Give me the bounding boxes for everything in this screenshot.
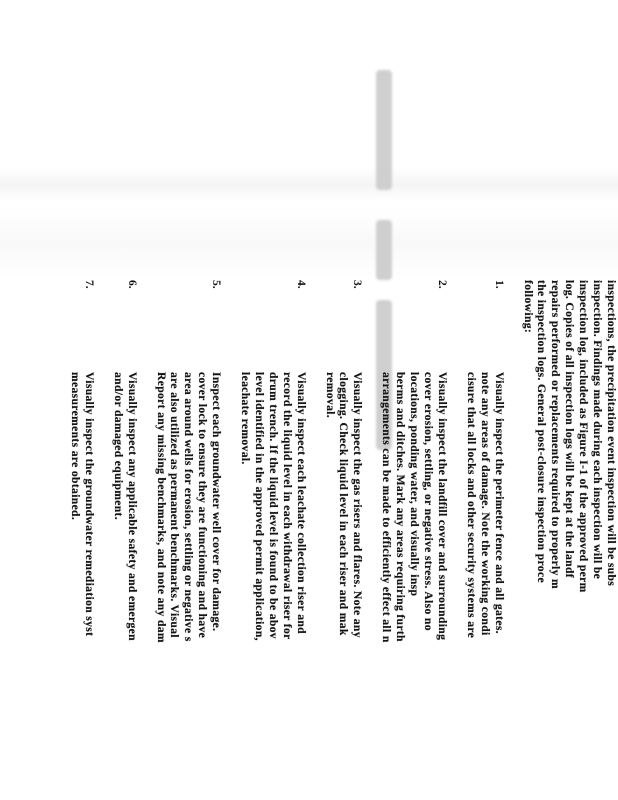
list-item-text <box>379 372 449 800</box>
text-line: and/or damaged equipment. <box>111 372 125 521</box>
text-line: area around wells for erosion, settling or negative s <box>182 372 196 642</box>
text-line: level identified in the approved permit application, <box>252 372 266 641</box>
text-line: Visually inspect the groundwater remediation syst <box>82 372 96 637</box>
list-item-text <box>111 372 139 800</box>
text-line: cover erosion, settling, or negative stress. Also no <box>422 372 436 631</box>
text-line: the inspection logs. General post-closure inspection proce <box>535 280 549 583</box>
text-line: inspection log, included as Figure I-1 of the approved perm <box>577 280 591 593</box>
text-line: inspections, the precipitation event inspection will be subs <box>605 280 618 587</box>
text-line: are also utilized as permanent benchmarks. Visual <box>168 372 182 638</box>
text-line: cover lock to ensure they are functioning and have <box>196 372 210 639</box>
text-line: leachate removal. <box>239 372 253 465</box>
text-line: drum trench. If the liquid level is found to be abov <box>266 372 280 639</box>
text-line: following: <box>521 280 535 334</box>
list-item-text <box>323 372 365 800</box>
text-line: record the liquid level in each withdrawal riser for <box>280 372 294 640</box>
list-item-text <box>68 372 96 800</box>
intro-paragraph <box>521 280 618 800</box>
list-item-number: 1. <box>492 280 506 289</box>
list-item-number: 5. <box>210 280 224 289</box>
text-line: locations, ponding water, and visually insp <box>408 372 422 597</box>
list-item <box>68 280 96 800</box>
text-line: Report any missing benchmarks, and note any dam <box>154 372 168 643</box>
text-line: removal. <box>323 372 337 419</box>
list-item <box>111 280 139 800</box>
text-line: Visually inspect the landfill cover and surrounding <box>435 372 449 641</box>
text-line: Visually inspect the gas risers and flares. Note any <box>351 372 365 638</box>
list-item-text <box>154 372 224 800</box>
text-line: measurements are obtained. <box>68 372 82 521</box>
text-line: inspection. Findings made during each inspection will be <box>591 280 605 580</box>
text-line: cisure that all locks and other security systems are <box>464 372 478 639</box>
text-line: repairs performed or replacements required to properly m <box>549 280 563 590</box>
text-line: log. Copies of all inspection logs will be kept at the landf <box>563 280 577 578</box>
text-line: note any areas of damage. Note the working condi <box>478 372 492 636</box>
text-line: Visually inspect the perimeter fence and all gates. <box>492 372 506 634</box>
text-line: arrangements can be made to efficiently effect all n <box>380 372 394 643</box>
list-item <box>238 280 308 800</box>
text-line: Inspect each groundwater well cover for damage. <box>210 372 224 632</box>
list-item-text <box>238 372 308 800</box>
list-item <box>464 280 506 800</box>
list-item-number: 7. <box>82 280 96 289</box>
list-item-number: 6. <box>125 280 139 289</box>
text-line: berms and ditches. Mark any areas requiring furth <box>394 372 408 642</box>
list-item-number: 4. <box>294 280 308 289</box>
text-line: Visually inspect each leachate collection riser and <box>294 372 308 634</box>
list-item-number: 2. <box>435 280 449 289</box>
list-item <box>323 280 365 800</box>
list-item <box>379 280 449 800</box>
list-item-number: 3. <box>351 280 365 289</box>
text-line: clogging. Check liquid level in each riser and mak <box>337 372 351 636</box>
text-line: Visually inspect any applicable safety and emergen <box>125 372 139 641</box>
document-body <box>68 280 618 800</box>
list-item-text <box>464 372 506 800</box>
list-item <box>154 280 224 800</box>
